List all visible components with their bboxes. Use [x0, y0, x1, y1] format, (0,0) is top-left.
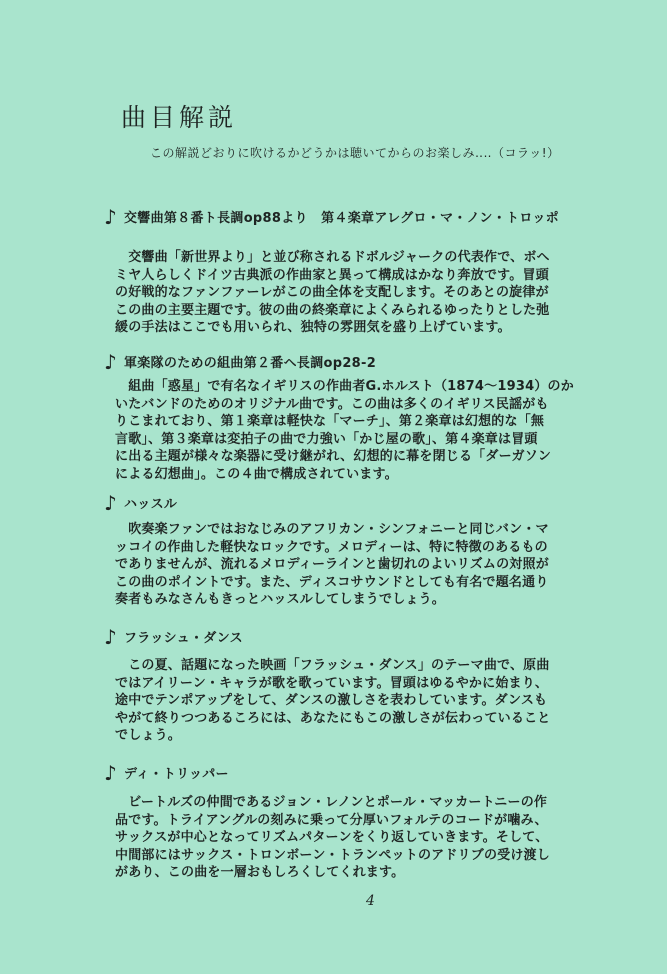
- section-heading-text: フラッシュ・ダンス: [124, 631, 243, 646]
- music-note-icon: ♪: [104, 761, 117, 785]
- section-heading: [104, 763, 229, 783]
- page-number: 4: [366, 893, 375, 909]
- page-title: 曲目解説: [121, 103, 238, 132]
- section-body: 組曲「惑星」で有名なイギリスの作曲者G.ホルスト（1874〜1934）のか いたバンドのためのオリジナル曲です。この曲は多くのイギリス民謡がも りこまれており、第１楽章は軽快な「マーチ」、第２楽章は幻想的な「無 言歌」、第３楽章は変拍子の曲で力強い「かじ屋の歌」、第４楽章は冒頭 に出る主題が様々な楽器に受け継がれ、幻想的に幕を閉じる「ダーガソン による幻想曲」。この４曲で構成されています。: [115, 379, 574, 482]
- section-heading-text: 交響曲第８番ト長調op88より 第４楽章アレグロ・マ・ノン・トロッポ: [124, 211, 559, 226]
- section-body: 吹奏楽ファンではおなじみのアフリカン・シンフォニーと同じバン・マ ッコイの作曲した軽快なロックです。メロディーは、特に特徴のあるもの でありませんが、流れるメロディーラインと歯切れのよいリズムの対照が この曲のポイントです。また、ディスコサウンドとしても有名で題名通り 奏者もみなさんもきっとハッスルしてしまうでしょう。: [115, 522, 549, 607]
- section-heading-text: ハッスル: [124, 497, 178, 512]
- section-heading: [104, 493, 177, 513]
- section-body: 交響曲「新世界より」と並び称されるドボルジャークの代表作で、ボヘ ミヤ人らしくドイツ古典派の作曲家と異って構成はかなり奔放です。冒頭 の好戦的なファンファーレがこの曲全体を支配します。そのあとの旋律が この曲の主要主題です。彼の曲の終楽章によくみられるゆったりとした弛 緩の手法はここでも用いられ、独特の雰囲気を盛り上げています。: [115, 250, 550, 335]
- music-note-icon: ♪: [104, 205, 117, 229]
- section-body: この夏、話題になった映画「フラッシュ・ダンス」のテーマ曲で、原曲 ではアイリーン・キャラが歌を歌っています。冒頭はゆるやかに始まり、 途中でテンポアップをして、ダンスの激しさを表わしています。ダンスも やがて終りつつあるころには、あなたにもこの激しさが伝わっていること でしょう。: [115, 658, 551, 743]
- section-heading: [104, 207, 559, 227]
- section-heading: [104, 627, 243, 647]
- section-heading: [104, 352, 376, 372]
- section-heading-text: 軍楽隊のための組曲第２番ヘ長調op28-2: [124, 356, 377, 371]
- music-note-icon: ♪: [104, 350, 117, 374]
- music-note-icon: ♪: [104, 625, 117, 649]
- section-body: ビートルズの仲間であるジョン・レノンとポール・マッカートニーの作 品です。トライアングルの刻みに乗って分厚いフォルテのコードが噛み、 サックスが中心となってリズムパターンをくり返していきます。そして、 中間部にはサックス・トロンボーン・トランペットのアドリブの受け渡し があり、この曲を一層おもしろくしてくれます。: [115, 795, 550, 880]
- music-note-icon: ♪: [104, 491, 117, 515]
- section-heading-text: ディ・トリッパー: [124, 767, 229, 782]
- page-subtitle: この解説どおりに吹けるかどうかは聴いてからのお楽しみ‥‥（コラッ!）: [150, 146, 560, 160]
